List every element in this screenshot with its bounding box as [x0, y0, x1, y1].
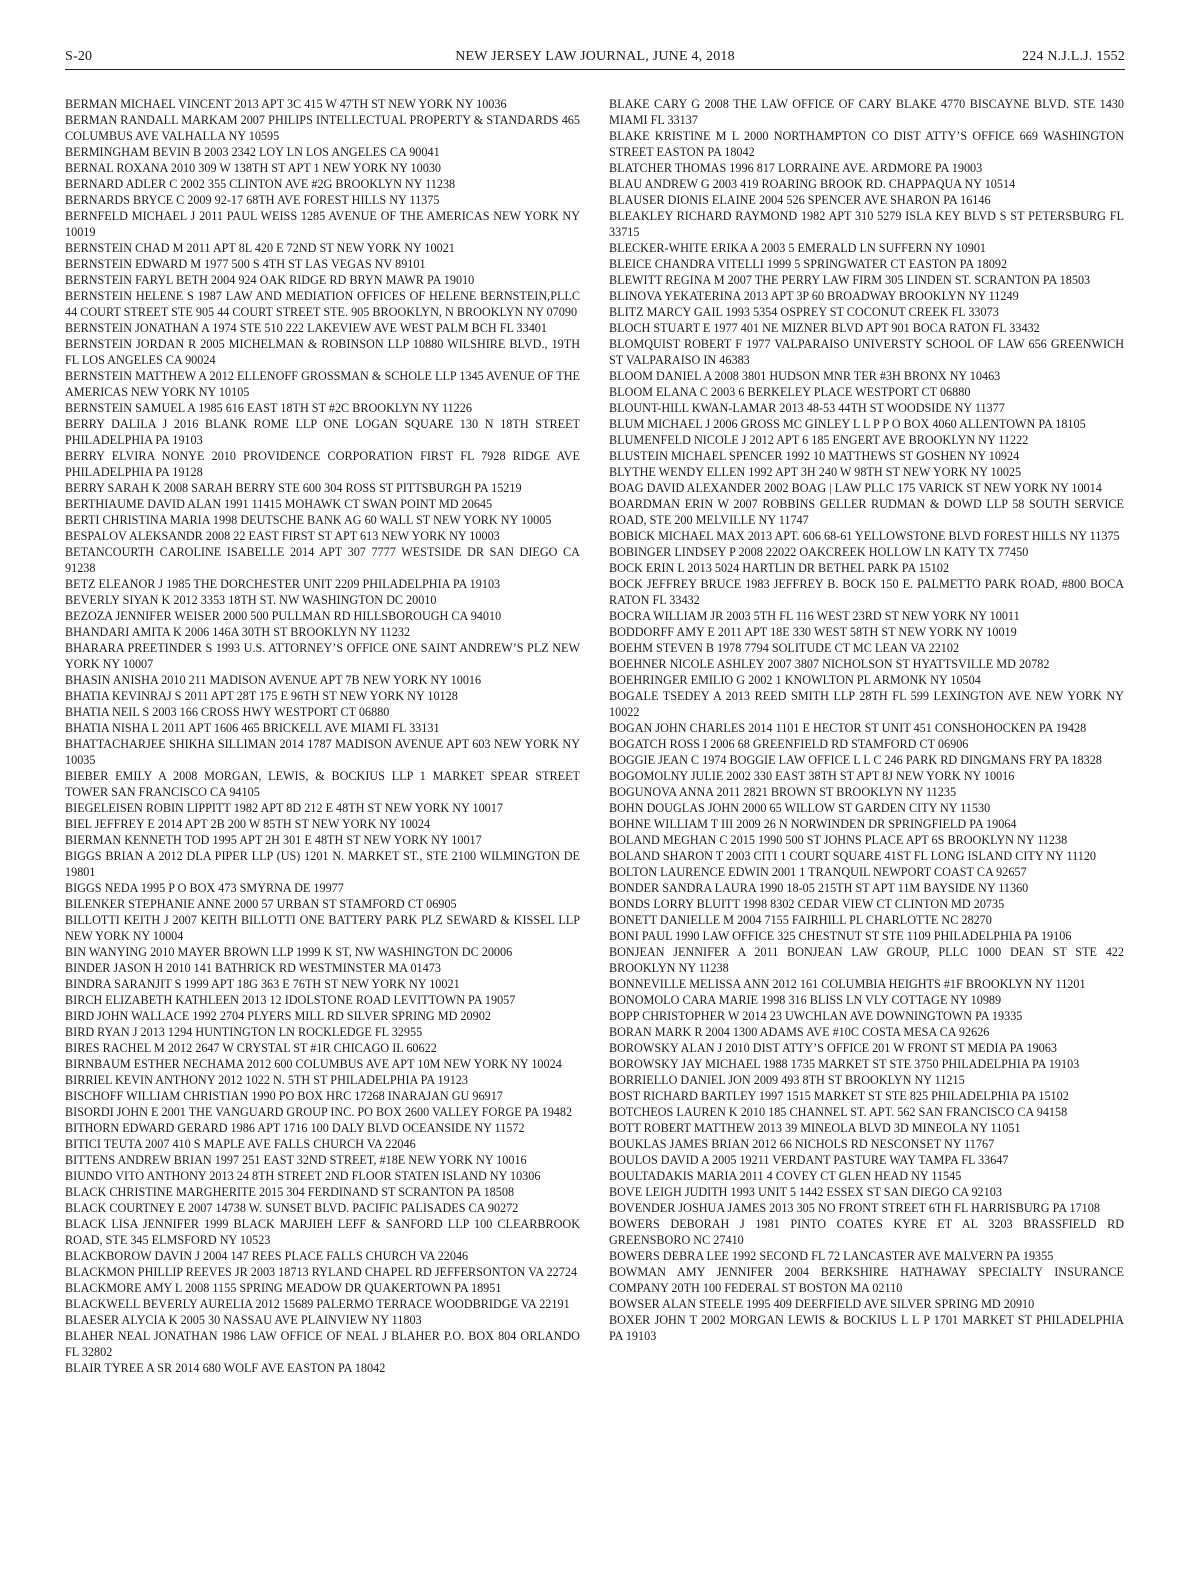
attorney-entry: BOLAND SHARON T 2003 CITI 1 COURT SQUARE 41ST FL LONG ISLAND CITY NY 11120	[609, 849, 1097, 863]
attorney-entry: BONDER SANDRA LAURA 1990 18-05 215TH ST APT 11M BAYSIDE NY 11360	[609, 881, 1029, 895]
page-number: S-20	[65, 49, 93, 64]
attorney-entry: BITHORN EDWARD GERARD 1986 APT 1716 100 DALY BLVD OCEANSIDE NY 11572	[65, 1121, 525, 1135]
attorney-entry: BOGOMOLNY JULIE 2002 330 EAST 38TH ST APT 8J NEW YORK NY 10016	[609, 769, 1015, 783]
attorney-entry: BLOOM DANIEL A 2008 3801 HUDSON MNR TER #3H BRONX NY 10463	[609, 369, 1001, 383]
attorney-entry: BERMINGHAM BEVIN B 2003 2342 LOY LN LOS ANGELES CA 90041	[65, 145, 440, 159]
attorney-entry: BOHNE WILLIAM T III 2009 26 N NORWINDEN DR SPRINGFIELD PA 19064	[609, 817, 1017, 831]
attorney-entry: BLACK COURTNEY E 2007 14738 W. SUNSET BLVD. PACIFIC PALISADES CA 90272	[65, 1201, 519, 1215]
attorney-entry: BERRY ELVIRA NONYE 2010 PROVIDENCE CORPORATION FIRST FL 7928 RIDGE AVE PHILADELPHIA PA 19128	[65, 449, 580, 479]
attorney-entry: BOEHM STEVEN B 1978 7794 SOLITUDE CT MC LEAN VA 22102	[609, 641, 960, 655]
attorney-entry: BHANDARI AMITA K 2006 146A 30TH ST BROOKLYN NY 11232	[65, 625, 411, 639]
attorney-entry: BLOCH STUART E 1977 401 NE MIZNER BLVD APT 901 BOCA RATON FL 33432	[609, 321, 1040, 335]
journal-title: NEW JERSEY LAW JOURNAL, JUNE 4, 2018	[455, 49, 735, 64]
attorney-entry: BONOMOLO CARA MARIE 1998 316 BLISS LN VLY COTTAGE NY 10989	[609, 993, 1002, 1007]
attorney-entry: BERNSTEIN CHAD M 2011 APT 8L 420 E 72ND ST NEW YORK NY 10021	[65, 241, 455, 255]
attorney-entry: BOST RICHARD BARTLEY 1997 1515 MARKET ST STE 825 PHILADELPHIA PA 15102	[609, 1089, 1069, 1103]
attorney-entry: BOWERS DEBORAH J 1981 PINTO COATES KYRE ET AL 3203 BRASSFIELD RD GREENSBORO NC 27410	[609, 1217, 1124, 1247]
attorney-entry: BISORDI JOHN E 2001 THE VANGUARD GROUP INC. PO BOX 2600 VALLEY FORGE PA 19482	[65, 1105, 573, 1119]
attorney-entry: BERTI CHRISTINA MARIA 1998 DEUTSCHE BANK AG 60 WALL ST NEW YORK NY 10005	[65, 513, 552, 527]
attorney-entry: BORAN MARK R 2004 1300 ADAMS AVE #10C COSTA MESA CA 92626	[609, 1025, 990, 1039]
attorney-entry: BILLOTTI KEITH J 2007 KEITH BILLOTTI ONE BATTERY PARK PLZ SEWARD & KISSEL LLP NEW YORK NY 10004	[65, 913, 580, 943]
attorney-entry: BETZ ELEANOR J 1985 THE DORCHESTER UNIT 2209 PHILADELPHIA PA 19103	[65, 577, 501, 591]
attorney-entry: BONI PAUL 1990 LAW OFFICE 325 CHESTNUT ST STE 1109 PHILADELPHIA PA 19106	[609, 929, 1072, 943]
attorney-entry: BOXER JOHN T 2002 MORGAN LEWIS & BOCKIUS L L P 1701 MARKET ST PHILADELPHIA PA 19103	[609, 1313, 1124, 1343]
attorney-entry: BINDRA SARANJIT S 1999 APT 18G 363 E 76TH ST NEW YORK NY 10021	[65, 977, 460, 991]
attorney-entry: BLACKMORE AMY L 2008 1155 SPRING MEADOW DR QUAKERTOWN PA 18951	[65, 1281, 502, 1295]
attorney-entry: BOPP CHRISTOPHER W 2014 23 UWCHLAN AVE DOWNINGTOWN PA 19335	[609, 1009, 1023, 1023]
attorney-entry: BEVERLY SIYAN K 2012 3353 18TH ST. NW WASHINGTON DC 20010	[65, 593, 437, 607]
attorney-entry: BLUSTEIN MICHAEL SPENCER 1992 10 MATTHEWS ST GOSHEN NY 10924	[609, 449, 1020, 463]
attorney-entry: BOCRA WILLIAM JR 2003 5TH FL 116 WEST 23RD ST NEW YORK NY 10011	[609, 609, 1020, 623]
attorney-entry: BINDER JASON H 2010 141 BATHRICK RD WESTMINSTER MA 01473	[65, 961, 441, 975]
attorney-entry: BOVE LEIGH JUDITH 1993 UNIT 5 1442 ESSEX ST SAN DIEGO CA 92103	[609, 1185, 1002, 1199]
attorney-entry: BLACKBOROW DAVIN J 2004 147 REES PLACE FALLS CHURCH VA 22046	[65, 1249, 469, 1263]
attorney-entry: BERNSTEIN EDWARD M 1977 500 S 4TH ST LAS VEGAS NV 89101	[65, 257, 426, 271]
attorney-entry: BITTENS ANDREW BRIAN 1997 251 EAST 32ND STREET, #18E NEW YORK NY 10016	[65, 1153, 527, 1167]
attorney-entry: BITICI TEUTA 2007 410 S MAPLE AVE FALLS CHURCH VA 22046	[65, 1137, 416, 1151]
attorney-entry: BIN WANYING 2010 MAYER BROWN LLP 1999 K ST, NW WASHINGTON DC 20006	[65, 945, 513, 959]
attorney-entry: BIERMAN KENNETH TOD 1995 APT 2H 301 E 48TH ST NEW YORK NY 10017	[65, 833, 482, 847]
attorney-entry: BIEL JEFFREY E 2014 APT 2B 200 W 85TH ST NEW YORK NY 10024	[65, 817, 431, 831]
attorney-entry: BERNAL ROXANA 2010 309 W 138TH ST APT 1 NEW YORK NY 10030	[65, 161, 442, 175]
attorney-entry: BONDS LORRY BLUITT 1998 8302 CEDAR VIEW CT CLINTON MD 20735	[609, 897, 1005, 911]
page-header	[65, 47, 1125, 70]
attorney-entry: BOUKLAS JAMES BRIAN 2012 66 NICHOLS RD NESCONSET NY 11767	[609, 1137, 995, 1151]
attorney-entry: BERNARDS BRYCE C 2009 92-17 68TH AVE FOREST HILLS NY 11375	[65, 193, 440, 207]
attorney-entry: BOULTADAKIS MARIA 2011 4 COVEY CT GLEN HEAD NY 11545	[609, 1169, 962, 1183]
attorney-entry: BLACKWELL BEVERLY AURELIA 2012 15689 PALERMO TERRACE WOODBRIDGE VA 22191	[65, 1297, 570, 1311]
attorney-entry: BLEWITT REGINA M 2007 THE PERRY LAW FIRM 305 LINDEN ST. SCRANTON PA 18503	[609, 273, 1091, 287]
attorney-entry: BIRRIEL KEVIN ANTHONY 2012 1022 N. 5TH ST PHILADELPHIA PA 19123	[65, 1073, 468, 1087]
attorney-entry: BLAESER ALYCIA K 2005 30 NASSAU AVE PLAINVIEW NY 11803	[65, 1313, 422, 1327]
attorney-entry: BERNSTEIN JORDAN R 2005 MICHELMAN & ROBINSON LLP 10880 WILSHIRE BLVD., 19TH FL LOS ANGELES CA 90024	[65, 337, 580, 367]
attorney-entry: BOWSER ALAN STEELE 1995 409 DEERFIELD AVE SILVER SPRING MD 20910	[609, 1297, 1035, 1311]
attorney-entry: BERTHIAUME DAVID ALAN 1991 11415 MOHAWK CT SWAN POINT MD 20645	[65, 497, 493, 511]
attorney-entry: BIGGS BRIAN A 2012 DLA PIPER LLP (US) 1201 N. MARKET ST., STE 2100 WILMINGTON DE 19801	[65, 849, 580, 879]
attorney-entry: BLEICE CHANDRA VITELLI 1999 5 SPRINGWATER CT EASTON PA 18092	[609, 257, 1008, 271]
attorney-entry: BLINOVA YEKATERINA 2013 APT 3P 60 BROADWAY BROOKLYN NY 11249	[609, 289, 1019, 303]
attorney-entry: BLOOM ELANA C 2003 6 BERKELEY PLACE WESTPORT CT 06880	[609, 385, 971, 399]
attorney-entry: BILENKER STEPHANIE ANNE 2000 57 URBAN ST STAMFORD CT 06905	[65, 897, 457, 911]
attorney-entry: BOGATCH ROSS I 2006 68 GREENFIELD RD STAMFORD CT 06906	[609, 737, 969, 751]
attorney-entry: BERNFELD MICHAEL J 2011 PAUL WEISS 1285 AVENUE OF THE AMERICAS NEW YORK NY 10019	[65, 209, 580, 239]
attorney-entry: BESPALOV ALEKSANDR 2008 22 EAST FIRST ST APT 613 NEW YORK NY 10003	[65, 529, 500, 543]
attorney-entry: BIRD RYAN J 2013 1294 HUNTINGTON LN ROCKLEDGE FL 32955	[65, 1025, 423, 1039]
attorney-entry: BOGALE TSEDEY A 2013 REED SMITH LLP 28TH FL 599 LEXINGTON AVE NEW YORK NY 10022	[609, 689, 1124, 719]
attorney-entry: BERRY DALILA J 2016 BLANK ROME LLP ONE LOGAN SQUARE 130 N 18TH STREET PHILADELPHIA PA 19103	[65, 417, 580, 447]
attorney-entry: BOCK ERIN L 2013 5024 HARTLIN DR BETHEL PARK PA 15102	[609, 561, 950, 575]
attorney-entry: BHASIN ANISHA 2010 211 MADISON AVENUE APT 7B NEW YORK NY 10016	[65, 673, 482, 687]
attorney-entry: BLUM MICHAEL J 2006 GROSS MC GINLEY L L P P O BOX 4060 ALLENTOWN PA 18105	[609, 417, 1086, 431]
attorney-entry: BORRIELLO DANIEL JON 2009 493 8TH ST BROOKLYN NY 11215	[609, 1073, 965, 1087]
attorney-entry: BLAIR TYREE A SR 2014 680 WOLF AVE EASTON PA 18042	[65, 1361, 386, 1375]
attorney-entry: BEZOZA JENNIFER WEISER 2000 500 PULLMAN RD HILLSBOROUGH CA 94010	[65, 609, 502, 623]
attorney-entry: BHATIA NISHA L 2011 APT 1606 465 BRICKELL AVE MIAMI FL 33131	[65, 721, 440, 735]
attorney-entry: BLOUNT-HILL KWAN-LAMAR 2013 48-53 44TH ST WOODSIDE NY 11377	[609, 401, 1005, 415]
attorney-entry: BIRD JOHN WALLACE 1992 2704 PLYERS MILL RD SILVER SPRING MD 20902	[65, 1009, 491, 1023]
attorney-entry: BERNARD ADLER C 2002 355 CLINTON AVE #2G BROOKLYN NY 11238	[65, 177, 456, 191]
attorney-entry: BLYTHE WENDY ELLEN 1992 APT 3H 240 W 98TH ST NEW YORK NY 10025	[609, 465, 1022, 479]
attorney-entry: BIEBER EMILY A 2008 MORGAN, LEWIS, & BOCKIUS LLP 1 MARKET SPEAR STREET TOWER SAN FRANCISCO CA 94105	[65, 769, 580, 799]
attorney-entry: BOTCHEOS LAUREN K 2010 185 CHANNEL ST. APT. 562 SAN FRANCISCO CA 94158	[609, 1105, 1068, 1119]
attorney-entry: BLOMQUIST ROBERT F 1977 VALPARAISO UNIVERSTY SCHOOL OF LAW 656 GREENWICH ST VALPARAISO IN 46383	[609, 337, 1124, 367]
attorney-entry: BIRNBAUM ESTHER NECHAMA 2012 600 COLUMBUS AVE APT 10M NEW YORK NY 10024	[65, 1057, 562, 1071]
attorney-entry: BERMAN RANDALL MARKAM 2007 PHILIPS INTELLECTUAL PROPERTY & STANDARDS 465 COLUMBUS AVE VALHALLA NY 10595	[65, 113, 580, 143]
attorney-entry: BOLTON LAURENCE EDWIN 2001 1 TRANQUIL NEWPORT COAST CA 92657	[609, 865, 1027, 879]
attorney-entry: BODDORFF AMY E 2011 APT 18E 330 WEST 58TH ST NEW YORK NY 10019	[609, 625, 1017, 639]
attorney-entry: BERNSTEIN FARYL BETH 2004 924 OAK RIDGE RD BRYN MAWR PA 19010	[65, 273, 475, 287]
attorney-entry: BHARARA PREETINDER S 1993 U.S. ATTORNEY’S OFFICE ONE SAINT ANDREW’S PLZ NEW YORK NY 10007	[65, 641, 580, 671]
attorney-entry: BLACK LISA JENNIFER 1999 BLACK MARJIEH LEFF & SANFORD LLP 100 CLEARBROOK ROAD, STE 345 ELMSFORD NY 10523	[65, 1217, 580, 1247]
attorney-entry: BOLAND MEGHAN C 2015 1990 500 ST JOHNS PLACE APT 6S BROOKLYN NY 11238	[609, 833, 1068, 847]
attorney-entry: BIRES RACHEL M 2012 2647 W CRYSTAL ST #1R CHICAGO IL 60622	[65, 1041, 437, 1055]
attorney-entry: BOARDMAN ERIN W 2007 ROBBINS GELLER RUDMAN & DOWD LLP 58 SOUTH SERVICE ROAD, STE 200 MELVILLE NY 11747	[609, 497, 1124, 527]
attorney-entry: BOROWSKY JAY MICHAEL 1988 1735 MARKET ST STE 3750 PHILADELPHIA PA 19103	[609, 1057, 1080, 1071]
attorney-entry: BERNSTEIN HELENE S 1987 LAW AND MEDIATION OFFICES OF HELENE BERNSTEIN,PLLC 44 COURT STREET STE 905 44 COURT STREET STE. 905 BROOKLYN, N BROOKLYN NY 07090	[65, 289, 580, 319]
attorney-entry: BOGGIE JEAN C 1974 BOGGIE LAW OFFICE L L C 246 PARK RD DINGMANS FRY PA 18328	[609, 753, 1102, 767]
attorney-entry: BLATCHER THOMAS 1996 817 LORRAINE AVE. ARDMORE PA 19003	[609, 161, 983, 175]
attorney-entry: BLITZ MARCY GAIL 1993 5354 OSPREY ST COCONUT CREEK FL 33073	[609, 305, 999, 319]
attorney-entry: BHATIA KEVINRAJ S 2011 APT 28T 175 E 96TH ST NEW YORK NY 10128	[65, 689, 458, 703]
attorney-entry: BLACKMON PHILLIP REEVES JR 2003 18713 RYLAND CHAPEL RD JEFFERSONTON VA 22724	[65, 1265, 578, 1279]
right-column	[609, 96, 1124, 1344]
attorney-entry: BOROWSKY ALAN J 2010 DIST ATTY’S OFFICE 201 W FRONT ST MEDIA PA 19063	[609, 1041, 1057, 1055]
attorney-entry: BERRY SARAH K 2008 SARAH BERRY STE 600 304 ROSS ST PITTSBURGH PA 15219	[65, 481, 522, 495]
attorney-entry: BLAHER NEAL JONATHAN 1986 LAW OFFICE OF NEAL J BLAHER P.O. BOX 804 ORLANDO FL 32802	[65, 1329, 580, 1359]
attorney-entry: BHATIA NEIL S 2003 166 CROSS HWY WESTPORT CT 06880	[65, 705, 390, 719]
attorney-entry: BOWMAN AMY JENNIFER 2004 BERKSHIRE HATHAWAY SPECIALTY INSURANCE COMPANY 20TH 100 FEDERAL ST BOSTON MA 02110	[609, 1265, 1124, 1295]
attorney-entry: BIRCH ELIZABETH KATHLEEN 2013 12 IDOLSTONE ROAD LEVITTOWN PA 19057	[65, 993, 516, 1007]
attorney-entry: BLAUSER DIONIS ELAINE 2004 526 SPENCER AVE SHARON PA 16146	[609, 193, 991, 207]
attorney-entry: BLEAKLEY RICHARD RAYMOND 1982 APT 310 5279 ISLA KEY BLVD S ST PETERSBURG FL 33715	[609, 209, 1124, 239]
attorney-entry: BERNSTEIN SAMUEL A 1985 616 EAST 18TH ST #2C BROOKLYN NY 11226	[65, 401, 472, 415]
attorney-entry: BOBINGER LINDSEY P 2008 22022 OAKCREEK HOLLOW LN KATY TX 77450	[609, 545, 1029, 559]
attorney-entry: BOULOS DAVID A 2005 19211 VERDANT PASTURE WAY TAMPA FL 33647	[609, 1153, 1009, 1167]
attorney-entry: BOEHRINGER EMILIO G 2002 1 KNOWLTON PL ARMONK NY 10504	[609, 673, 981, 687]
attorney-entry: BLAU ANDREW G 2003 419 ROARING BROOK RD. CHAPPAQUA NY 10514	[609, 177, 1016, 191]
attorney-entry: BLAKE KRISTINE M L 2000 NORTHAMPTON CO DIST ATTY’S OFFICE 669 WASHINGTON STREET EASTON PA 18042	[609, 129, 1124, 159]
attorney-entry: BIUNDO VITO ANTHONY 2013 24 8TH STREET 2ND FLOOR STATEN ISLAND NY 10306	[65, 1169, 541, 1183]
attorney-entry: BONNEVILLE MELISSA ANN 2012 161 COLUMBIA HEIGHTS #1F BROOKLYN NY 11201	[609, 977, 1086, 991]
attorney-entry: BOAG DAVID ALEXANDER 2002 BOAG | LAW PLLC 175 VARICK ST NEW YORK NY 10014	[609, 481, 1102, 495]
attorney-entry: BOHN DOUGLAS JOHN 2000 65 WILLOW ST GARDEN CITY NY 11530	[609, 801, 991, 815]
attorney-entry: BISCHOFF WILLIAM CHRISTIAN 1990 PO BOX HRC 17268 INARAJAN GU 96917	[65, 1089, 503, 1103]
attorney-entry: BOGAN JOHN CHARLES 2014 1101 E HECTOR ST UNIT 451 CONSHOHOCKEN PA 19428	[609, 721, 1087, 735]
attorney-entry: BIEGELEISEN ROBIN LIPPITT 1982 APT 8D 212 E 48TH ST NEW YORK NY 10017	[65, 801, 503, 815]
attorney-entry: BIGGS NEDA 1995 P O BOX 473 SMYRNA DE 19977	[65, 881, 344, 895]
attorney-entry: BERMAN MICHAEL VINCENT 2013 APT 3C 415 W 47TH ST NEW YORK NY 10036	[65, 97, 507, 111]
attorney-entry: BOWERS DEBRA LEE 1992 SECOND FL 72 LANCASTER AVE MALVERN PA 19355	[609, 1249, 1054, 1263]
attorney-entry: BLUMENFELD NICOLE J 2012 APT 6 185 ENGERT AVE BROOKLYN NY 11222	[609, 433, 1029, 447]
attorney-entry: BOCK JEFFREY BRUCE 1983 JEFFREY B. BOCK 150 E. PALMETTO PARK ROAD, #800 BOCA RATON FL 33432	[609, 577, 1124, 607]
attorney-entry: BOEHNER NICOLE ASHLEY 2007 3807 NICHOLSON ST HYATTSVILLE MD 20782	[609, 657, 1050, 671]
attorney-entry: BERNSTEIN MATTHEW A 2012 ELLENOFF GROSSMAN & SCHOLE LLP 1345 AVENUE OF THE AMERICAS NEW YORK NY 10105	[65, 369, 580, 399]
attorney-entry: BHATTACHARJEE SHIKHA SILLIMAN 2014 1787 MADISON AVENUE APT 603 NEW YORK NY 10035	[65, 737, 580, 767]
attorney-entry: BOBICK MICHAEL MAX 2013 APT. 606 68-61 YELLOWSTONE BLVD FOREST HILLS NY 11375	[609, 529, 1120, 543]
citation: 224 N.J.L.J. 1552	[1022, 49, 1125, 64]
attorney-entry: BLAKE CARY G 2008 THE LAW OFFICE OF CARY BLAKE 4770 BISCAYNE BLVD. STE 1430 MIAMI FL 33137	[609, 97, 1124, 127]
attorney-entry: BOVENDER JOSHUA JAMES 2013 305 NO FRONT STREET 6TH FL HARRISBURG PA 17108	[609, 1201, 1100, 1215]
attorney-entry: BOGUNOVA ANNA 2011 2821 BROWN ST BROOKLYN NY 11235	[609, 785, 957, 799]
left-column	[65, 96, 580, 1376]
attorney-entry: BLACK CHRISTINE MARGHERITE 2015 304 FERDINAND ST SCRANTON PA 18508	[65, 1185, 515, 1199]
attorney-entry: BOTT ROBERT MATTHEW 2013 39 MINEOLA BLVD 3D MINEOLA NY 11051	[609, 1121, 1021, 1135]
attorney-entry: BLECKER-WHITE ERIKA A 2003 5 EMERALD LN SUFFERN NY 10901	[609, 241, 987, 255]
attorney-entry: BONJEAN JENNIFER A 2011 BONJEAN LAW GROUP, PLLC 1000 DEAN ST STE 422 BROOKLYN NY 11238	[609, 945, 1124, 975]
attorney-entry: BETANCOURTH CAROLINE ISABELLE 2014 APT 307 7777 WESTSIDE DR SAN DIEGO CA 91238	[65, 545, 580, 575]
attorney-entry: BONETT DANIELLE M 2004 7155 FAIRHILL PL CHARLOTTE NC 28270	[609, 913, 992, 927]
attorney-entry: BERNSTEIN JONATHAN A 1974 STE 510 222 LAKEVIEW AVE WEST PALM BCH FL 33401	[65, 321, 547, 335]
